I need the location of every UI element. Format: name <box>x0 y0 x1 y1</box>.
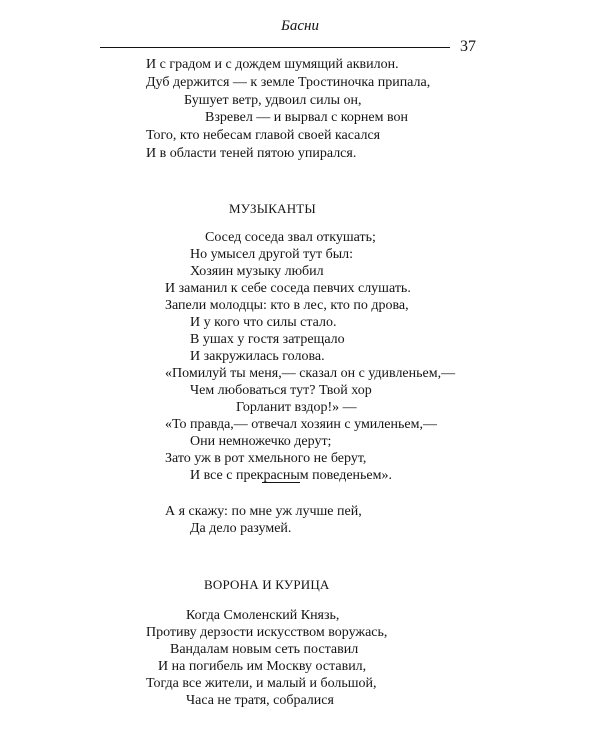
poem-line: Они немножечко дерут; <box>190 434 332 449</box>
intro-line: И в области теней пятою упирался. <box>146 146 357 161</box>
poem-line: Часа не тратя, собралися <box>186 693 334 708</box>
section-title-crow: ВОРОНА И КУРИЦА <box>204 577 330 592</box>
poem-line: В ушах у гостя затрещало <box>190 332 345 347</box>
poem-line: Когда Смоленский Князь, <box>186 608 340 623</box>
intro-line: Бушует ветр, удвоил силы он, <box>184 93 362 108</box>
poem-line: Сосед соседа звал откушать; <box>205 230 376 245</box>
intro-line: Дуб держится — к земле Тростиночка припала, <box>146 75 431 90</box>
poem-line: Горланит вздор!» — <box>236 400 357 415</box>
poem-line: Тогда все жители, и малый и большой, <box>146 676 377 691</box>
poem-line: И на погибель им Москву оставил, <box>158 659 367 674</box>
intro-line: Взревел — и вырвал с корнем вон <box>205 110 408 125</box>
header-rule <box>100 47 450 48</box>
moral-line: А я скажу: по мне уж лучше пей, <box>165 504 362 519</box>
poem-line: Вандалам новым сеть поставил <box>170 642 359 657</box>
separator-rule <box>262 482 300 483</box>
poem-line: «То правда,— отвечал хозяин с умиленьем,— <box>165 417 437 432</box>
poem-line: Но умысел другой тут был: <box>190 247 354 262</box>
section-title-musicians: МУЗЫКАНТЫ <box>229 201 316 216</box>
poem-line: «Помилуй ты меня,— сказал он с удивленьем,— <box>165 366 456 381</box>
moral-line: Да дело разумей. <box>190 521 292 536</box>
running-header-title: Басни <box>281 18 319 34</box>
poem-line: Чем любоваться тут? Твой хор <box>190 383 372 398</box>
poem-line: И у кого что силы стало. <box>190 315 337 330</box>
poem-line: И закружилась голова. <box>190 349 325 364</box>
page-number: 37 <box>460 38 476 55</box>
poem-line: Зато уж в рот хмельного не берут, <box>165 451 367 466</box>
poem-line: Хозяин музыку любил <box>190 264 324 279</box>
poem-line: Запели молодцы: кто в лес, кто по дрова, <box>165 298 409 313</box>
intro-line: Того, кто небесам главой своей касался <box>146 128 381 143</box>
poem-line: Противу дерзости искусством воружась, <box>146 625 388 640</box>
poem-line: И заманил к себе соседа певчих слушать. <box>165 281 411 296</box>
poem-line: И все с прекрасным поведеньем». <box>190 468 392 483</box>
intro-line: И с градом и с дождем шумящий аквилон. <box>146 57 399 72</box>
